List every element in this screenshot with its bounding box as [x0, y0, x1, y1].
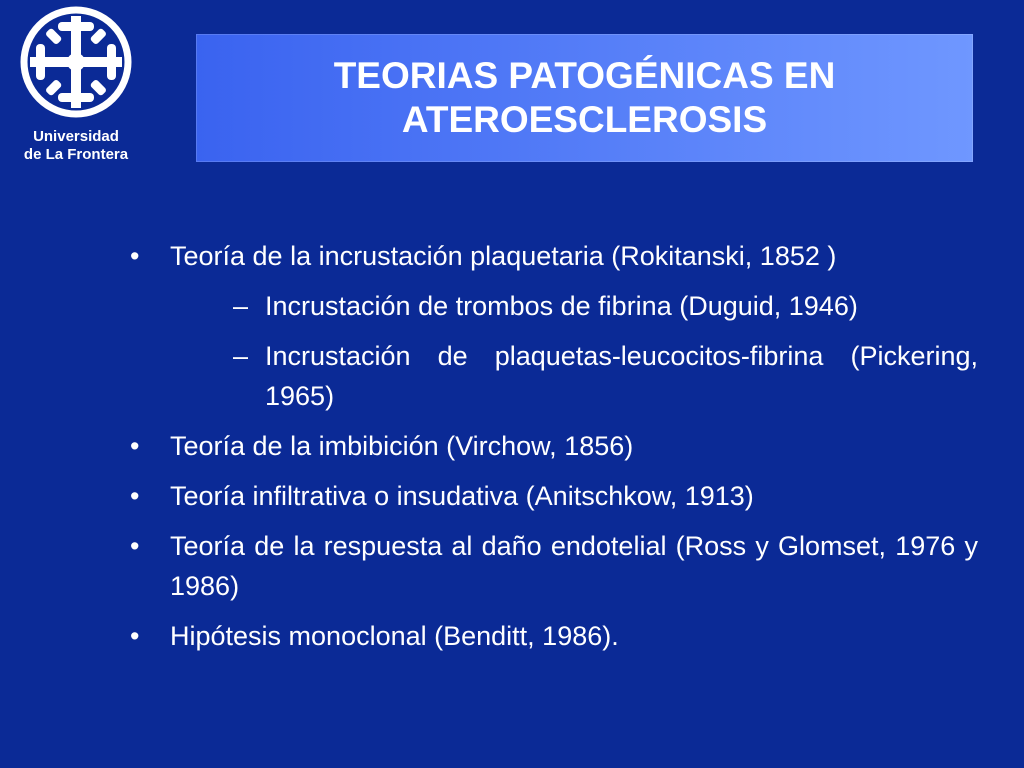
university-emblem-icon: [18, 4, 134, 120]
bullet-item: [120, 236, 978, 416]
sub-bullet-list: [170, 286, 978, 416]
slide-content: [120, 236, 978, 666]
slide-title-line2: ATEROESCLEROSIS: [401, 99, 768, 140]
dash-marker: –: [233, 291, 249, 321]
bullet-marker: •: [130, 241, 140, 271]
bullet-item: [120, 526, 978, 606]
slide-title-box: [196, 34, 973, 162]
dash-marker: –: [233, 341, 249, 371]
bullet-list: [120, 236, 978, 656]
bullet-item: [120, 476, 978, 516]
sub-bullet-item: [170, 336, 978, 416]
bullet-text: Hipótesis monoclonal (Benditt, 1986).: [170, 621, 619, 651]
bullet-item: [120, 426, 978, 466]
bullet-marker: •: [130, 621, 140, 651]
university-name: [6, 128, 146, 164]
university-name-line1: Universidad: [33, 128, 119, 145]
university-logo: [6, 4, 146, 170]
bullet-item: [120, 616, 978, 656]
university-name-line2: de La Frontera: [23, 146, 129, 163]
bullet-text: Teoría de la imbibición (Virchow, 1856): [170, 431, 634, 461]
slide-title-line1: TEORIAS PATOGÉNICAS EN: [333, 55, 836, 96]
slide-title: [334, 54, 836, 142]
sub-bullet-text: Incrustación de trombos de fibrina (Duguid, 1946): [265, 291, 858, 321]
bullet-text: Teoría infiltrativa o insudativa (Anitschkow, 1913): [170, 481, 754, 511]
bullet-marker: •: [130, 431, 140, 461]
sub-bullet-text: Incrustación de plaquetas-leucocitos-fibrina (Pickering, 1965): [265, 341, 978, 411]
bullet-marker: •: [130, 531, 140, 561]
bullet-marker: •: [130, 481, 140, 511]
bullet-text: Teoría de la respuesta al daño endotelial (Ross y Glomset, 1976 y 1986): [170, 531, 978, 601]
sub-bullet-item: [170, 286, 978, 326]
bullet-text: Teoría de la incrustación plaquetaria (Rokitanski, 1852 ): [170, 241, 837, 271]
